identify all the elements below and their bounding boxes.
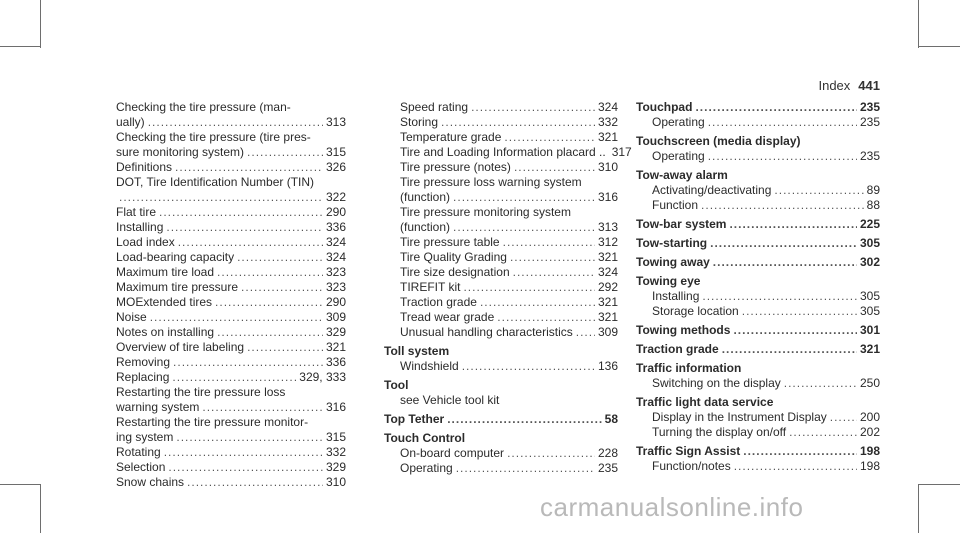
index-column-3 xyxy=(636,100,880,474)
dot-leader xyxy=(247,340,323,355)
entry-text: Operating xyxy=(400,461,453,475)
dot-leader xyxy=(480,295,595,310)
page-ref: 313 xyxy=(325,115,346,129)
dot-leader xyxy=(175,160,323,175)
dot-leader xyxy=(447,412,601,427)
entry-text: Towing away xyxy=(636,255,710,269)
page-ref: 322 xyxy=(325,190,346,204)
index-entry xyxy=(636,183,880,198)
dot-leader xyxy=(456,461,595,476)
index-entry xyxy=(116,340,346,355)
index-entry xyxy=(636,304,880,319)
dot-leader xyxy=(150,310,323,325)
dot-leader xyxy=(710,236,857,251)
entry-text: ually) xyxy=(116,115,145,129)
entry-text: (function) xyxy=(400,220,451,234)
index-entry xyxy=(116,475,346,490)
dot-leader xyxy=(453,190,595,205)
entry-text: Definitions xyxy=(116,160,173,174)
entry-text: Top Tether xyxy=(384,412,445,426)
index-entry xyxy=(384,393,618,408)
entry-text: Touch Control xyxy=(384,431,466,445)
entry-text: Traffic Sign Assist xyxy=(636,444,741,458)
dot-leader xyxy=(176,430,323,445)
index-heading xyxy=(636,100,880,115)
page-ref: 309 xyxy=(597,325,618,339)
entry-text: Towing eye xyxy=(636,274,701,288)
entry-text: Windshield xyxy=(400,359,459,373)
dot-leader xyxy=(215,295,323,310)
entry-text: Touchscreen (media display) xyxy=(636,134,801,148)
index-entry xyxy=(116,295,346,310)
index-entry xyxy=(636,425,880,440)
dot-leader xyxy=(503,235,595,250)
page-ref: 323 xyxy=(325,265,346,279)
page-ref: 324 xyxy=(597,100,618,114)
dot-leader xyxy=(164,445,323,460)
index-entry xyxy=(116,235,346,250)
crop-mark xyxy=(0,46,40,47)
page-ref: 329 xyxy=(325,325,346,339)
index-entry xyxy=(116,175,346,205)
entry-text: Storage location xyxy=(652,304,739,318)
index-heading xyxy=(636,274,880,289)
index-entry xyxy=(384,280,618,295)
entry-text: Overview of tire labeling xyxy=(116,340,245,354)
index-heading xyxy=(636,236,880,251)
page-ref: 316 xyxy=(325,400,346,414)
dot-leader xyxy=(462,359,595,374)
index-heading xyxy=(384,378,618,393)
dot-leader xyxy=(830,410,857,425)
entry-text: Load-bearing capacity xyxy=(116,250,235,264)
entry-text: Noise xyxy=(116,310,147,324)
entry-text: Touchpad xyxy=(636,100,693,114)
dot-leader xyxy=(701,198,864,213)
entry-text: Rotating xyxy=(116,445,161,459)
entry-text: Traffic information xyxy=(636,361,742,375)
page-ref: 326 xyxy=(325,160,346,174)
page-ref: 312 xyxy=(597,235,618,249)
dot-leader xyxy=(119,190,323,205)
index-entry xyxy=(636,149,880,164)
dot-leader xyxy=(453,220,595,235)
entry-text: On-board computer xyxy=(400,446,505,460)
index-entry xyxy=(384,325,618,340)
dot-leader xyxy=(507,446,595,461)
index-column-1 xyxy=(116,100,346,490)
page-ref: 200 xyxy=(859,410,880,424)
index-entry xyxy=(384,310,618,325)
index-column-2 xyxy=(384,100,632,476)
index-entry xyxy=(384,205,618,235)
index-heading xyxy=(636,323,880,338)
index-entry xyxy=(384,250,618,265)
dot-leader xyxy=(237,250,323,265)
dot-leader xyxy=(743,444,857,459)
dot-leader xyxy=(733,323,857,338)
page-number: 441 xyxy=(858,78,880,93)
index-entry xyxy=(384,130,618,145)
index-heading xyxy=(636,395,880,410)
page-ref: 315 xyxy=(325,145,346,159)
entry-text: Tow-bar system xyxy=(636,217,727,231)
index-entry xyxy=(116,100,346,130)
page-header xyxy=(818,78,880,93)
crop-mark xyxy=(918,0,919,48)
page-ref: 321 xyxy=(597,130,618,144)
index-heading xyxy=(384,344,618,359)
page-ref: 315 xyxy=(325,430,346,444)
dot-leader xyxy=(504,130,595,145)
entry-text: Maximum tire pressure xyxy=(116,280,239,294)
entry-text: Operating xyxy=(652,149,705,163)
page-ref: 310 xyxy=(325,475,346,489)
entry-text: Removing xyxy=(116,355,171,369)
dot-leader xyxy=(441,115,595,130)
entry-text: Switching on the display xyxy=(652,376,781,390)
entry-text-line: Checking the tire pressure (man- xyxy=(116,100,291,114)
crop-mark xyxy=(918,484,919,533)
index-entry xyxy=(384,235,618,250)
page-ref: 329 xyxy=(325,460,346,474)
entry-text-line: Restarting the tire pressure loss xyxy=(116,385,286,399)
crop-mark xyxy=(0,484,40,485)
dot-leader xyxy=(168,460,323,475)
entry-text: Maximum tire load xyxy=(116,265,215,279)
index-heading xyxy=(636,255,880,270)
dot-leader xyxy=(708,149,857,164)
entry-text: Unusual handling characteristics xyxy=(400,325,573,339)
entry-text: Installing xyxy=(652,289,700,303)
page-ref: 88 xyxy=(866,198,880,212)
page-ref: 313 xyxy=(597,220,618,234)
index-entry xyxy=(116,310,346,325)
page-ref: 235 xyxy=(859,115,880,129)
index-entry xyxy=(116,280,346,295)
dot-leader xyxy=(708,115,857,130)
dot-leader xyxy=(172,370,296,385)
index-entry xyxy=(636,410,880,425)
dot-leader xyxy=(510,250,595,265)
page-ref: 316 xyxy=(597,190,618,204)
page-ref: 336 xyxy=(325,355,346,369)
entry-text: Tow-away alarm xyxy=(636,168,728,182)
entry-text: TIREFIT kit xyxy=(400,280,461,294)
dot-leader xyxy=(789,425,857,440)
page-ref: 305 xyxy=(859,304,880,318)
entry-text: Function xyxy=(652,198,699,212)
entry-text: Display in the Instrument Display xyxy=(652,410,827,424)
page-ref: 302 xyxy=(859,255,880,269)
entry-text: Tool xyxy=(384,378,409,392)
dot-leader xyxy=(514,160,595,175)
page-ref: 336 xyxy=(325,220,346,234)
index-entry xyxy=(384,160,618,175)
entry-text: Selection xyxy=(116,460,166,474)
page-ref: 225 xyxy=(859,217,880,231)
index-entry xyxy=(636,459,880,474)
entry-text-line: DOT, Tire Identification Number (TIN) xyxy=(116,175,315,189)
entry-text-line: Tire pressure monitoring system xyxy=(400,205,571,219)
entry-text: Storing xyxy=(400,115,439,129)
dot-leader xyxy=(722,342,857,357)
entry-text: Load index xyxy=(116,235,175,249)
page-ref: 310 xyxy=(597,160,618,174)
page-ref: 309 xyxy=(325,310,346,324)
index-entry xyxy=(116,355,346,370)
entry-text: Snow chains xyxy=(116,475,185,489)
page-ref: 321 xyxy=(597,295,618,309)
entry-text: Tire pressure (notes) xyxy=(400,160,511,174)
index-entry xyxy=(116,220,346,235)
watermark: carmanualsonline.info xyxy=(540,492,804,522)
index-entry xyxy=(384,115,618,130)
index-entry xyxy=(116,370,346,385)
page-ref: 321 xyxy=(597,310,618,324)
entry-text-line: Tire pressure loss warning system xyxy=(400,175,582,189)
page-ref: 290 xyxy=(325,205,346,219)
entry-text: Turning the display on/off xyxy=(652,425,787,439)
page-ref: 332 xyxy=(325,445,346,459)
index-heading xyxy=(636,168,880,183)
index-entry xyxy=(116,130,346,160)
page-ref: 321 xyxy=(597,250,618,264)
index-entry xyxy=(116,160,346,175)
page-ref: 324 xyxy=(325,250,346,264)
index-entry xyxy=(636,115,880,130)
dot-leader xyxy=(471,100,595,115)
page-ref: 198 xyxy=(859,444,880,458)
entry-text: ing system xyxy=(116,430,174,444)
index-heading xyxy=(636,361,880,376)
page-ref: 321 xyxy=(325,340,346,354)
entry-text: Activating/deactivating xyxy=(652,183,772,197)
page-ref: 323 xyxy=(325,280,346,294)
page-ref: 202 xyxy=(859,425,880,439)
index-entry xyxy=(384,461,618,476)
entry-text: Tread wear grade xyxy=(400,310,495,324)
index-entry xyxy=(384,295,618,310)
dot-leader xyxy=(217,265,323,280)
page-ref: 305 xyxy=(859,236,880,250)
entry-text: Tire and Loading Information placard .. xyxy=(400,145,606,159)
page-ref: 250 xyxy=(859,376,880,390)
index-entry xyxy=(116,325,346,340)
dot-leader xyxy=(576,325,595,340)
dot-leader xyxy=(497,310,595,325)
index-entry xyxy=(116,385,346,415)
crop-mark xyxy=(40,484,41,533)
entry-text: Installing xyxy=(116,220,164,234)
dot-leader xyxy=(159,205,323,220)
page-ref: 324 xyxy=(597,265,618,279)
page-ref: 321 xyxy=(859,342,880,356)
entry-text: Towing methods xyxy=(636,323,731,337)
index-heading xyxy=(636,342,880,357)
index-entry xyxy=(384,446,618,461)
index-entry xyxy=(116,265,346,280)
entry-text-line: Checking the tire pressure (tire pres- xyxy=(116,130,311,144)
entry-text: Replacing xyxy=(116,370,170,384)
entry-text: Function/notes xyxy=(652,459,731,473)
page-ref: 332 xyxy=(597,115,618,129)
page-ref: 290 xyxy=(325,295,346,309)
index-entry xyxy=(636,376,880,391)
page-ref: 305 xyxy=(859,289,880,303)
page-ref: 235 xyxy=(859,149,880,163)
index-entry xyxy=(384,175,618,205)
index-entry xyxy=(116,250,346,265)
page-ref: 198 xyxy=(859,459,880,473)
index-heading xyxy=(636,134,880,149)
entry-text: Tire size designation xyxy=(400,265,510,279)
entry-text: Traffic light data service xyxy=(636,395,774,409)
crop-mark xyxy=(918,46,960,47)
entry-text: (function) xyxy=(400,190,451,204)
entry-text: Traction grade xyxy=(400,295,477,309)
index-heading xyxy=(636,217,880,232)
page-ref: 58 xyxy=(604,412,618,426)
dot-leader xyxy=(742,304,857,319)
entry-text: sure monitoring system) xyxy=(116,145,245,159)
page-ref: 235 xyxy=(859,100,880,114)
page-ref: 292 xyxy=(597,280,618,294)
dot-leader xyxy=(713,255,857,270)
index-entry xyxy=(636,289,880,304)
page-ref: 329, 333 xyxy=(299,370,346,384)
page-ref: 89 xyxy=(866,183,880,197)
index-entry xyxy=(384,359,618,374)
index-entry xyxy=(384,100,618,115)
dot-leader xyxy=(187,475,323,490)
entry-text: Temperature grade xyxy=(400,130,502,144)
index-entry xyxy=(636,198,880,213)
dot-leader xyxy=(148,115,323,130)
entry-text: Operating xyxy=(652,115,705,129)
dot-leader xyxy=(241,280,323,295)
index-entry xyxy=(116,445,346,460)
entry-text: see Vehicle tool kit xyxy=(400,393,500,407)
dot-leader xyxy=(166,220,323,235)
dot-leader xyxy=(513,265,595,280)
index-entry xyxy=(384,265,618,280)
page-ref: 235 xyxy=(597,461,618,475)
entry-text: Traction grade xyxy=(636,342,719,356)
crop-mark xyxy=(40,0,41,48)
crop-mark xyxy=(918,484,960,485)
dot-leader xyxy=(729,217,857,232)
entry-text: Toll system xyxy=(384,344,450,358)
dot-leader xyxy=(784,376,857,391)
entry-text: Tow-starting xyxy=(636,236,708,250)
entry-text: warning system xyxy=(116,400,200,414)
index-entry xyxy=(116,415,346,445)
dot-leader xyxy=(178,235,323,250)
page-ref: 136 xyxy=(597,359,618,373)
page-ref: 228 xyxy=(597,446,618,460)
entry-text: MOExtended tires xyxy=(116,295,213,309)
dot-leader xyxy=(202,400,323,415)
index-heading xyxy=(384,412,618,427)
entry-text: Speed rating xyxy=(400,100,469,114)
entry-text: Tire Quality Grading xyxy=(400,250,507,264)
dot-leader xyxy=(217,325,323,340)
dot-leader xyxy=(702,289,857,304)
dot-leader xyxy=(695,100,857,115)
dot-leader xyxy=(774,183,863,198)
header-title: Index xyxy=(818,78,851,93)
index-entry xyxy=(116,205,346,220)
index-heading xyxy=(636,444,880,459)
entry-text: Tire pressure table xyxy=(400,235,500,249)
page-ref: 317 xyxy=(611,145,632,159)
entry-text: Notes on installing xyxy=(116,325,215,339)
page-ref: 324 xyxy=(325,235,346,249)
dot-leader xyxy=(463,280,595,295)
dot-leader xyxy=(173,355,323,370)
entry-text-line: Restarting the tire pressure monitor- xyxy=(116,415,309,429)
dot-leader xyxy=(247,145,323,160)
index-entry xyxy=(384,145,632,160)
index-heading xyxy=(384,431,618,446)
dot-leader xyxy=(734,459,857,474)
entry-text: Flat tire xyxy=(116,205,157,219)
index-entry xyxy=(116,460,346,475)
page-ref: 301 xyxy=(859,323,880,337)
